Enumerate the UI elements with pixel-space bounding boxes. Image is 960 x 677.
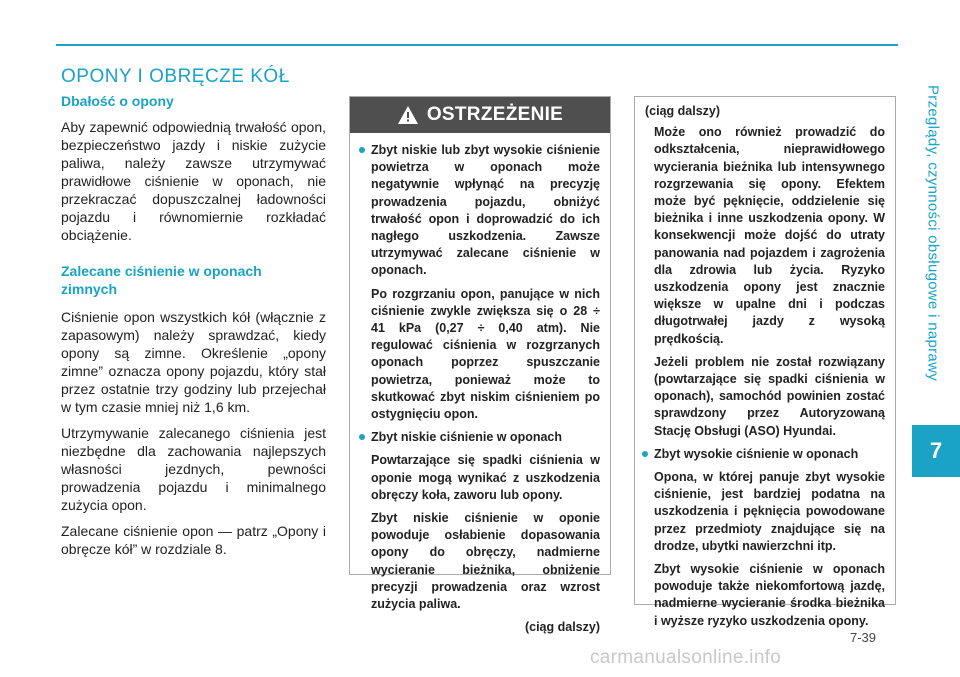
warning-bullet-3-paragraph-1: Opona, w której panuje zbyt wysokie ciśnienie, jest bardziej podatna na uszkodzenia i pęknięcia powodowane przez przedmioty znajdujące się na drodze, ubytki nawierzchni itp.: [654, 470, 885, 553]
cold-pressure-paragraph-2: Utrzymywanie zalecanego ciśnienia jest niezbędne dla zachowania najlepszych własności jezdnych, pewności prowadzenia pojazdu i minimalnego zużycia opon.: [61, 425, 326, 513]
warning-bullet-3-text: Zbyt wysokie ciśnienie w oponach: [654, 446, 859, 461]
page-title: OPONY I OBRĘCZE KÓŁ: [61, 66, 290, 87]
warning-bullet-2-paragraph-2: Zbyt niskie ciśnienie w oponie powoduje osłabienie dopasowania opony do obręczy, nadmierne wycieranie bieżnika, obniżenie precyzji prowadzenia oraz wzrost zużycia paliwa.: [371, 511, 600, 612]
warning-bullet-3: [645, 446, 885, 463]
heading-line-2: zimnych: [61, 281, 118, 297]
warning-bullet-2-text: Zbyt niskie ciśnienie w oponach: [371, 430, 563, 445]
warning-header: [350, 97, 610, 133]
section-title-text: Przeglądy, czynności obsługowe i naprawy: [924, 84, 942, 382]
warning-bullet-2-paragraph-1: Powtarzające się spadki ciśnienia w oponie mogą wynikać z uszkodzenia obręczy koła, zaworu lub opony.: [371, 453, 600, 502]
warning-body: [350, 133, 610, 636]
tire-care-paragraph: Aby zapewnić odpowiednią trwałość opon, bezpieczeństwo jazdy i niskie zużycie paliwa, należy zawsze utrzymywać prawidłowe ciśnienie w oponach, nie przekraczać dopuszczalnej ładowności pojazdu i równomiernie rozkładać obciążenie.: [61, 119, 326, 243]
warning-box: [349, 96, 611, 635]
watermark: carmanualsonline.info: [590, 647, 782, 668]
subsection-heading-cold-pressure: [61, 262, 326, 298]
chapter-tab[interactable]: 7: [912, 425, 960, 477]
warning-bullet-1-paragraph: Po rozgrzaniu opon, panujące w nich ciśnienie zwykle zwiększa się o 28 ÷ 41 kPa (0,27 ÷ 0,40 atm). Nie regulować ciśnienia w rozgrzanych oponach poprzez spuszczanie powietrza, ponieważ może to skutkować zbyt niskim ciśnieniem po ostygnięciu opon.: [371, 286, 600, 422]
warning-bullet-3-paragraph-2: Zbyt wysokie ciśnienie w oponach powoduje także niekomfortową jazdę, nadmierne wycieranie środka bieżnika i wyższe ryzyko uszkodzenia opony.: [654, 562, 885, 628]
warning-title: OSTRZEŻENIE: [426, 104, 564, 125]
bullet-dot-icon: [642, 451, 648, 457]
warning-bullet-1: [362, 142, 600, 280]
subsection-heading-tire-care: Dbałość o opony: [61, 93, 174, 109]
cold-pressure-paragraph-3: Zalecane ciśnienie opon — patrz „Opony i obręcze kół” w rozdziale 8.: [61, 523, 326, 557]
continuation-paragraph-1: Może ono również prowadzić do odkształcenia, nieprawidłowego wycierania bieżnika lub intensywnego rozgrzewania się opony. Efektem może być pęknięcie, oddzielenie się bieżnika i inne uszkodzenia opony. W konsekwencji może dojść do utraty panowania nad pojazdem i zagrożenia dla zdrowia lub życia. Ryzyko uszkodzenia opony jest znacznie większe w upalne dni i podczas długotrwałej jazdy z wysoką prędkością.: [654, 125, 885, 346]
page-number: 7-39: [850, 630, 877, 645]
continued-note: (ciąg dalszy): [524, 620, 600, 635]
header-rule: [56, 44, 898, 46]
continuation-box: [634, 96, 896, 628]
warning-triangle-icon: [397, 105, 419, 125]
bullet-dot-icon: [359, 147, 365, 153]
left-column: [61, 92, 326, 566]
continuation-label: (ciąg dalszy): [645, 104, 721, 118]
section-side-title: [913, 38, 953, 418]
continuation-paragraph-2: Jeżeli problem nie został rozwiązany (powtarzające się spadki ciśnienia w oponach), samochód powinien zostać sprawdzony przez Autoryzowaną Stację Obsługi (ASO) Hyundai.: [654, 354, 885, 438]
bullet-dot-icon: [359, 434, 365, 440]
warning-bullet-2: [362, 429, 600, 446]
cold-pressure-paragraph-1: Ciśnienie opon wszystkich kół (włącznie z zapasowym) należy sprawdzać, kiedy opony są zimne. Określenie „opony zimne” oznacza opony pojazdu, który stał przez ostatnie trzy godziny lub przejechał w tym czasie mniej niż 1,6 km.: [61, 309, 326, 415]
heading-line-1: Zalecane ciśnienie w oponach: [61, 263, 262, 279]
warning-bullet-1-text: Zbyt niskie lub zbyt wysokie ciśnienie powietrza w oponach może negatywnie wpłynąć na precyzję prowadzenia pojazdu, obniżyć trwałość opon i doprowadzić do ich nagłego uszkodzenia. Zawsze utrzymywać zalecane ciśnienie w oponach.: [371, 143, 600, 278]
